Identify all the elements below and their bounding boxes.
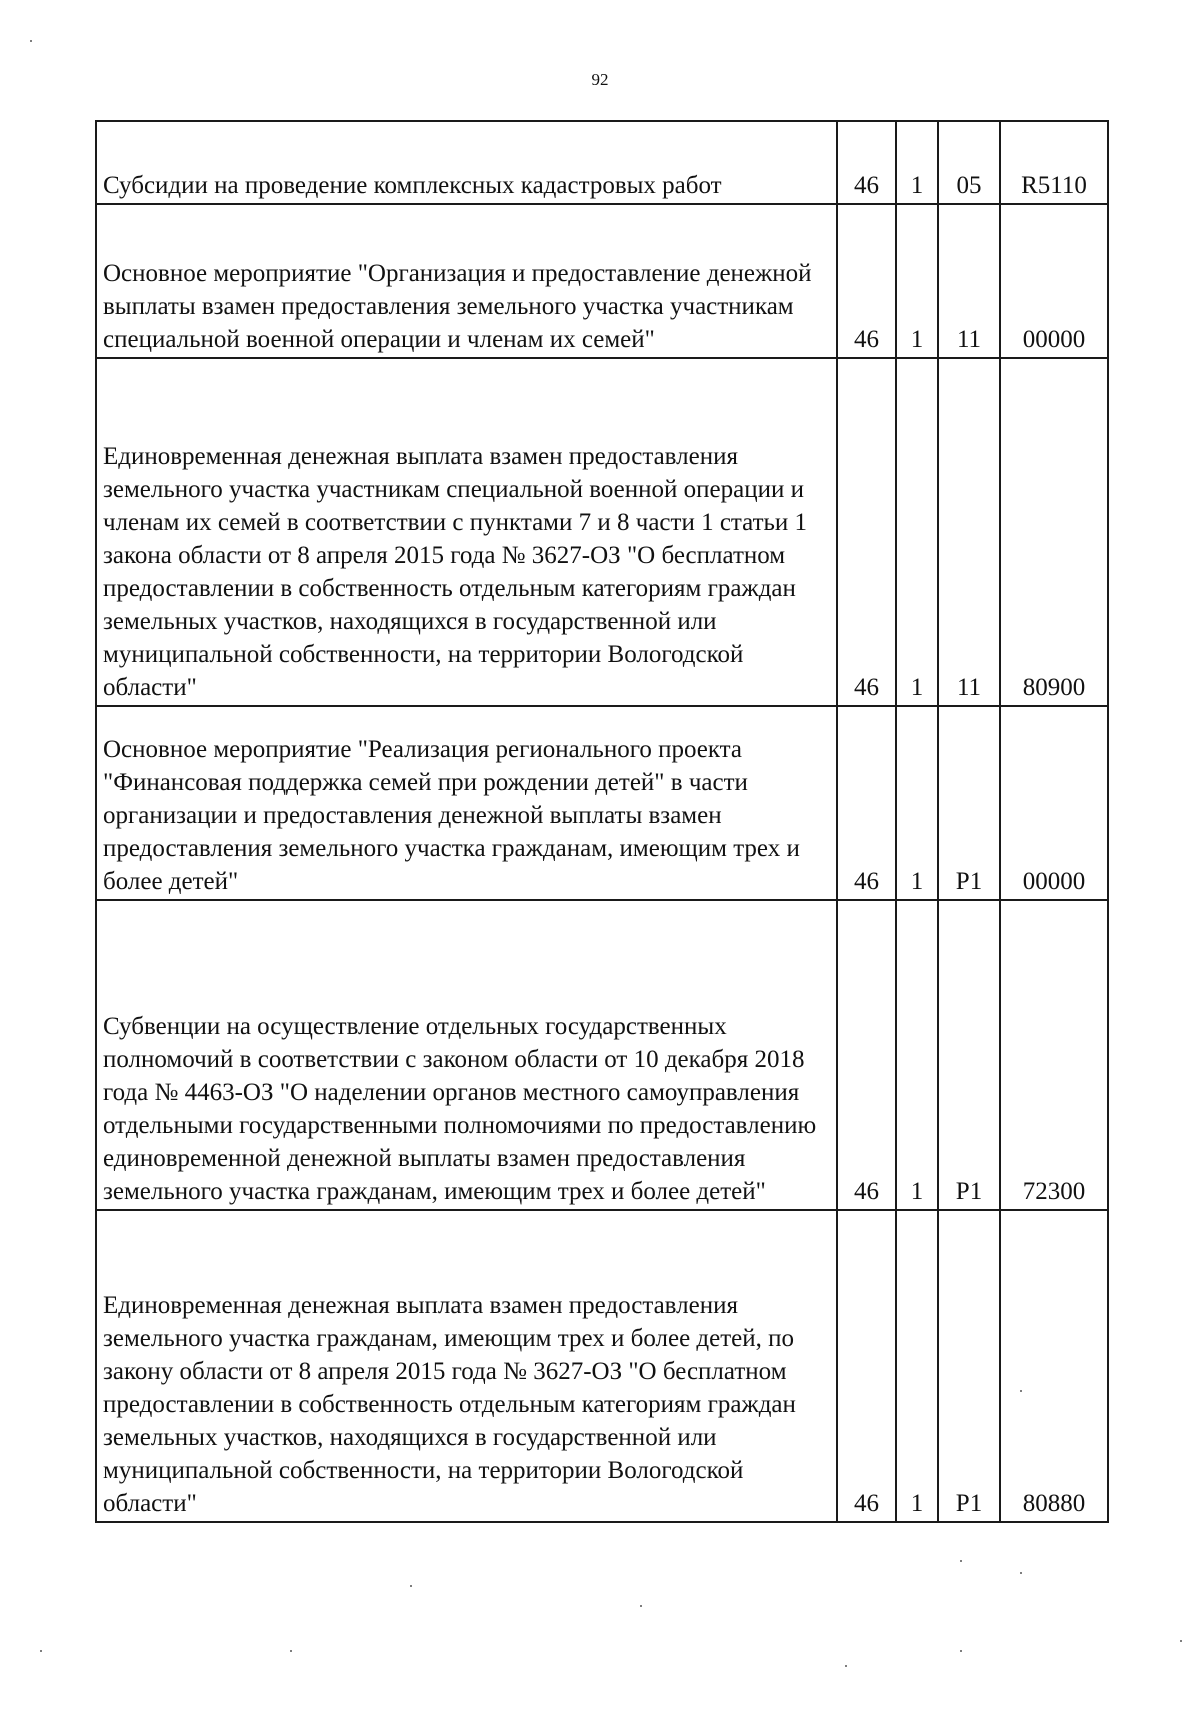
- row-description: Единовременная денежная выплата взамен предоставления земельного участка гражданам, имеющим трех и более детей, по закону области от 8 апреля 2015 года № 3627-ОЗ "О бесплатном предоставлении в собственность отдельным категориям граждан земельных участков, находящихся в государственной или муниципальной собственности, на территории Вологодской области": [96, 1210, 837, 1522]
- table-row: [96, 900, 1108, 1210]
- code-cell-3: P1: [938, 1210, 1000, 1522]
- code-cell-3: 11: [938, 358, 1000, 706]
- table-row: [96, 706, 1108, 900]
- scan-speck: [960, 1650, 962, 1652]
- code-cell-4: 00000: [1000, 706, 1108, 900]
- scan-speck: [640, 1605, 642, 1607]
- row-description: Единовременная денежная выплата взамен предоставления земельного участка участникам специальной военной операции и членам их семей в соответствии с пунктами 7 и 8 части 1 статьи 1 закона области от 8 апреля 2015 года № 3627-ОЗ "О бесплатном предоставлении в собственность отдельным категориям граждан земельных участков, находящихся в государственной или муниципальной собственности, на территории Вологодской области": [96, 358, 837, 706]
- page-number: 92: [591, 70, 609, 89]
- code-cell-1: 46: [837, 358, 896, 706]
- code-cell-1: 46: [837, 1210, 896, 1522]
- table-row: [96, 1210, 1108, 1522]
- code-cell-3: 11: [938, 204, 1000, 358]
- scan-speck: [960, 1560, 962, 1562]
- row-description: Основное мероприятие "Организация и предоставление денежной выплаты взамен предоставления земельного участка участникам специальной военной операции и членам их семей": [96, 204, 837, 358]
- code-cell-1: 46: [837, 204, 896, 358]
- code-cell-1: 46: [837, 900, 896, 1210]
- table-row: [96, 121, 1108, 204]
- code-cell-1: 46: [837, 706, 896, 900]
- code-cell-4: R5110: [1000, 121, 1108, 204]
- scan-speck: [845, 1665, 847, 1667]
- code-cell-3: P1: [938, 900, 1000, 1210]
- code-cell-4: 00000: [1000, 204, 1108, 358]
- code-cell-2: 1: [896, 1210, 938, 1522]
- table-row: [96, 358, 1108, 706]
- code-cell-3: P1: [938, 706, 1000, 900]
- row-description: Субсидии на проведение комплексных кадастровых работ: [96, 121, 837, 204]
- scan-speck: [1020, 1572, 1022, 1574]
- code-cell-4: 80900: [1000, 358, 1108, 706]
- code-cell-3: 05: [938, 121, 1000, 204]
- code-cell-1: 46: [837, 121, 896, 204]
- code-cell-4: 80880: [1000, 1210, 1108, 1522]
- scan-speck: [410, 1585, 412, 1587]
- row-description: Основное мероприятие "Реализация регионального проекта "Финансовая поддержка семей при рождении детей" в части организации и предоставления денежной выплаты взамен предоставления земельного участка гражданам, имеющим трех и более детей": [96, 706, 837, 900]
- code-cell-4: 72300: [1000, 900, 1108, 1210]
- code-cell-2: 1: [896, 706, 938, 900]
- scan-speck: [290, 1650, 292, 1652]
- budget-table: [95, 120, 1109, 1523]
- row-description: Субвенции на осуществление отдельных государственных полномочий в соответствии с законом области от 10 декабря 2018 года № 4463-ОЗ "О наделении органов местного самоуправления отдельными государственными полномочиями по предоставлению единовременной денежной выплаты взамен предоставления земельного участка гражданам, имеющим трех и более детей": [96, 900, 837, 1210]
- scan-speck: [1020, 1390, 1022, 1392]
- scan-speck: [40, 1650, 42, 1652]
- code-cell-2: 1: [896, 358, 938, 706]
- scan-speck: [1180, 1640, 1182, 1642]
- scan-speck: [30, 40, 32, 42]
- code-cell-2: 1: [896, 900, 938, 1210]
- code-cell-2: 1: [896, 204, 938, 358]
- code-cell-2: 1: [896, 121, 938, 204]
- table-row: [96, 204, 1108, 358]
